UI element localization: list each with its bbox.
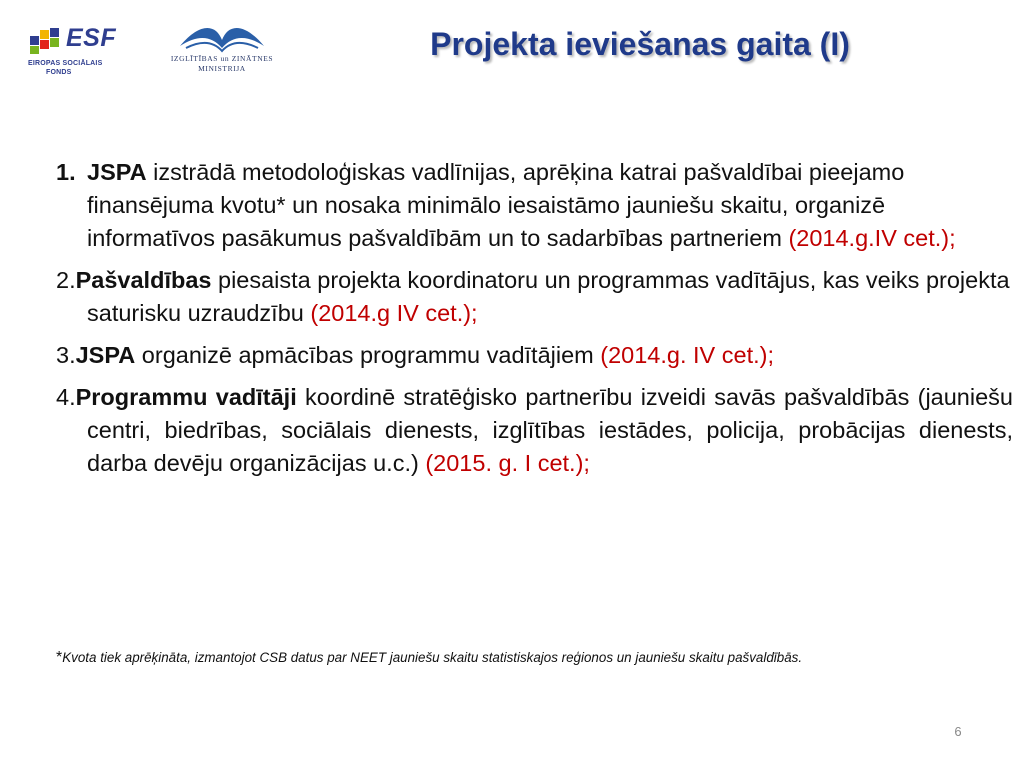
ministry-logo (168, 18, 276, 80)
list-item (56, 156, 1013, 255)
item-text: piesaista projekta koordinatoru un programmas vadītājus, kas veiks projekta saturisku uzraudzību (87, 267, 1010, 326)
esf-logo-subtitle: EIROPAS SOCIĀLAIS FONDS (28, 60, 103, 76)
item-text: izstrādā metodoloģiskas vadlīnijas, aprēķina katrai pašvaldībai pieejamo finansējuma kvotu* un nosaka minimālo iesaistāmo jauniešu skaitu, organizē informatīvos pasākumus pašvaldībām un to sadarbības partneriem (87, 159, 905, 251)
item-text: organizē apmācības programmu vadītājiem (135, 342, 601, 368)
page-number: 6 (954, 724, 962, 739)
item-number: 4. (56, 384, 76, 410)
item-actor: JSPA (75, 342, 136, 368)
esf-flag-icon (30, 28, 66, 54)
item-number: 2. (56, 267, 76, 293)
item-period: (2015. g. I cet.); (425, 450, 590, 476)
item-period: (2014.g.IV cet.); (788, 225, 956, 251)
footnote-text: Kvota tiek aprēķināta, izmantojot CSB datus par NEET jauniešu skaitu statistiskajos reģionos un jauniešu skaitu pašvaldībās. (62, 650, 803, 665)
ministry-logo-text: IZGLĪTĪBAS un ZINĀTNES MINISTRIJA (170, 54, 274, 73)
steps-list (56, 156, 1013, 489)
list-item (56, 381, 1013, 480)
item-number: 3. (56, 342, 76, 368)
list-item (56, 264, 1013, 330)
item-text: koordinē stratēģisko partnerību izveidi savās pašvaldībās (jauniešu centri, biedrības, sociālais dienests, izglītības iestādes, policija, probācijas dienests, darba devēju organizācijas u.c.) (87, 384, 1013, 476)
esf-logo (28, 22, 128, 92)
footnote-marker: * (56, 649, 63, 666)
item-actor: Pašvaldības (75, 267, 212, 293)
slide-title: Projekta ieviešanas gaita (I) (430, 26, 850, 62)
footnote (56, 648, 1013, 668)
item-actor: Programmu vadītāji (75, 384, 297, 410)
esf-logo-text: ESF (66, 24, 117, 52)
item-period: (2014.g. IV cet.); (600, 342, 774, 368)
list-item (56, 339, 1013, 372)
item-number: 1. (56, 159, 76, 185)
open-book-icon (176, 18, 268, 54)
item-actor: JSPA (87, 159, 147, 185)
item-period: (2014.g IV cet.); (310, 300, 478, 326)
